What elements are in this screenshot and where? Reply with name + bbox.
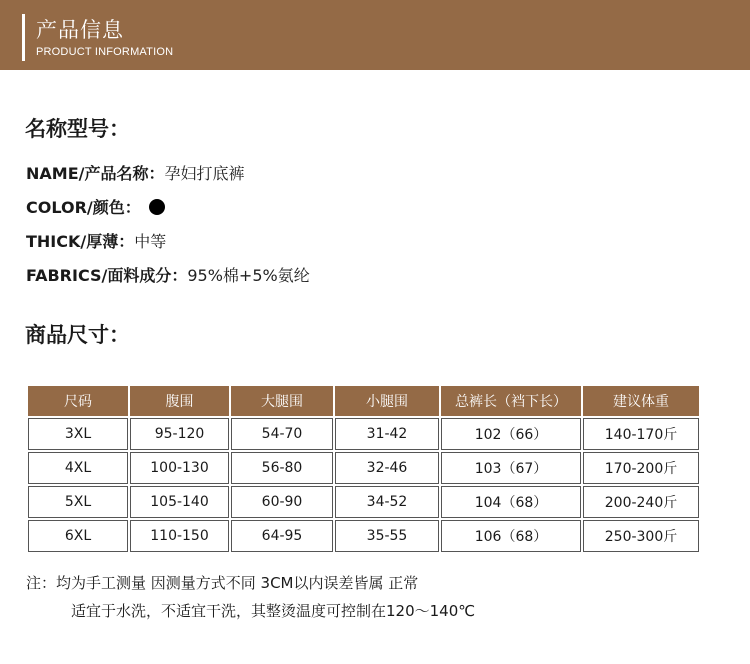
header-accent-bar xyxy=(22,14,25,61)
table-row xyxy=(28,452,699,484)
cell-thigh: 54-70 xyxy=(231,418,333,450)
cell-calf: 34-52 xyxy=(335,486,439,518)
product-info-header xyxy=(0,0,750,70)
cell-length: 103（67） xyxy=(441,452,581,484)
cell-size: 6XL xyxy=(28,520,128,552)
col-header-waist: 腹围 xyxy=(130,386,229,416)
col-header-length: 总裤长（裆下长） xyxy=(441,386,581,416)
cell-weight: 200-240斤 xyxy=(583,486,699,518)
info-label-thick: THICK/厚薄： xyxy=(26,232,135,251)
header-subtitle: PRODUCT INFORMATION xyxy=(36,46,174,58)
info-row-name xyxy=(26,164,245,184)
cell-weight: 250-300斤 xyxy=(583,520,699,552)
header-title: 产品信息 xyxy=(36,18,124,42)
info-value-name: 孕妇打底裤 xyxy=(164,164,245,183)
info-label-fabrics: FABRICS/面料成分： xyxy=(26,266,188,285)
info-value-fabrics: 95%棉+5%氨纶 xyxy=(187,266,310,285)
cell-weight: 170-200斤 xyxy=(583,452,699,484)
cell-thigh: 60-90 xyxy=(231,486,333,518)
cell-size: 5XL xyxy=(28,486,128,518)
section-title-size: 商品尺寸： xyxy=(25,323,130,347)
cell-calf: 31-42 xyxy=(335,418,439,450)
cell-size: 4XL xyxy=(28,452,128,484)
cell-weight: 140-170斤 xyxy=(583,418,699,450)
cell-length: 104（68） xyxy=(441,486,581,518)
section-title-model: 名称型号： xyxy=(25,117,130,141)
cell-calf: 32-46 xyxy=(335,452,439,484)
care-note-measurement: 注：均为手工测量 因测量方式不同 3CM以内误差皆属 正常 xyxy=(26,574,419,592)
cell-thigh: 56-80 xyxy=(231,452,333,484)
table-row xyxy=(28,520,699,552)
info-label-color: COLOR/颜色： xyxy=(26,198,141,217)
info-row-fabrics xyxy=(26,266,310,286)
size-table xyxy=(26,384,701,554)
info-value-thick: 中等 xyxy=(134,232,167,251)
cell-waist: 105-140 xyxy=(130,486,229,518)
cell-waist: 100-130 xyxy=(130,452,229,484)
table-row xyxy=(28,486,699,518)
cell-size: 3XL xyxy=(28,418,128,450)
info-row-color xyxy=(26,198,165,218)
cell-waist: 110-150 xyxy=(130,520,229,552)
cell-calf: 35-55 xyxy=(335,520,439,552)
info-row-thick xyxy=(26,232,166,252)
cell-thigh: 64-95 xyxy=(231,520,333,552)
col-header-calf: 小腿围 xyxy=(335,386,439,416)
size-table-header-row xyxy=(28,386,699,416)
color-swatch xyxy=(149,199,165,215)
cell-length: 106（68） xyxy=(441,520,581,552)
cell-length: 102（66） xyxy=(441,418,581,450)
col-header-weight: 建议体重 xyxy=(583,386,699,416)
info-label-name: NAME/产品名称： xyxy=(26,164,165,183)
col-header-size: 尺码 xyxy=(28,386,128,416)
col-header-thigh: 大腿围 xyxy=(231,386,333,416)
care-note-washing: 适宜于水洗，不适宜干洗，其整烫温度可控制在120～140℃ xyxy=(71,602,476,620)
table-row xyxy=(28,418,699,450)
cell-waist: 95-120 xyxy=(130,418,229,450)
